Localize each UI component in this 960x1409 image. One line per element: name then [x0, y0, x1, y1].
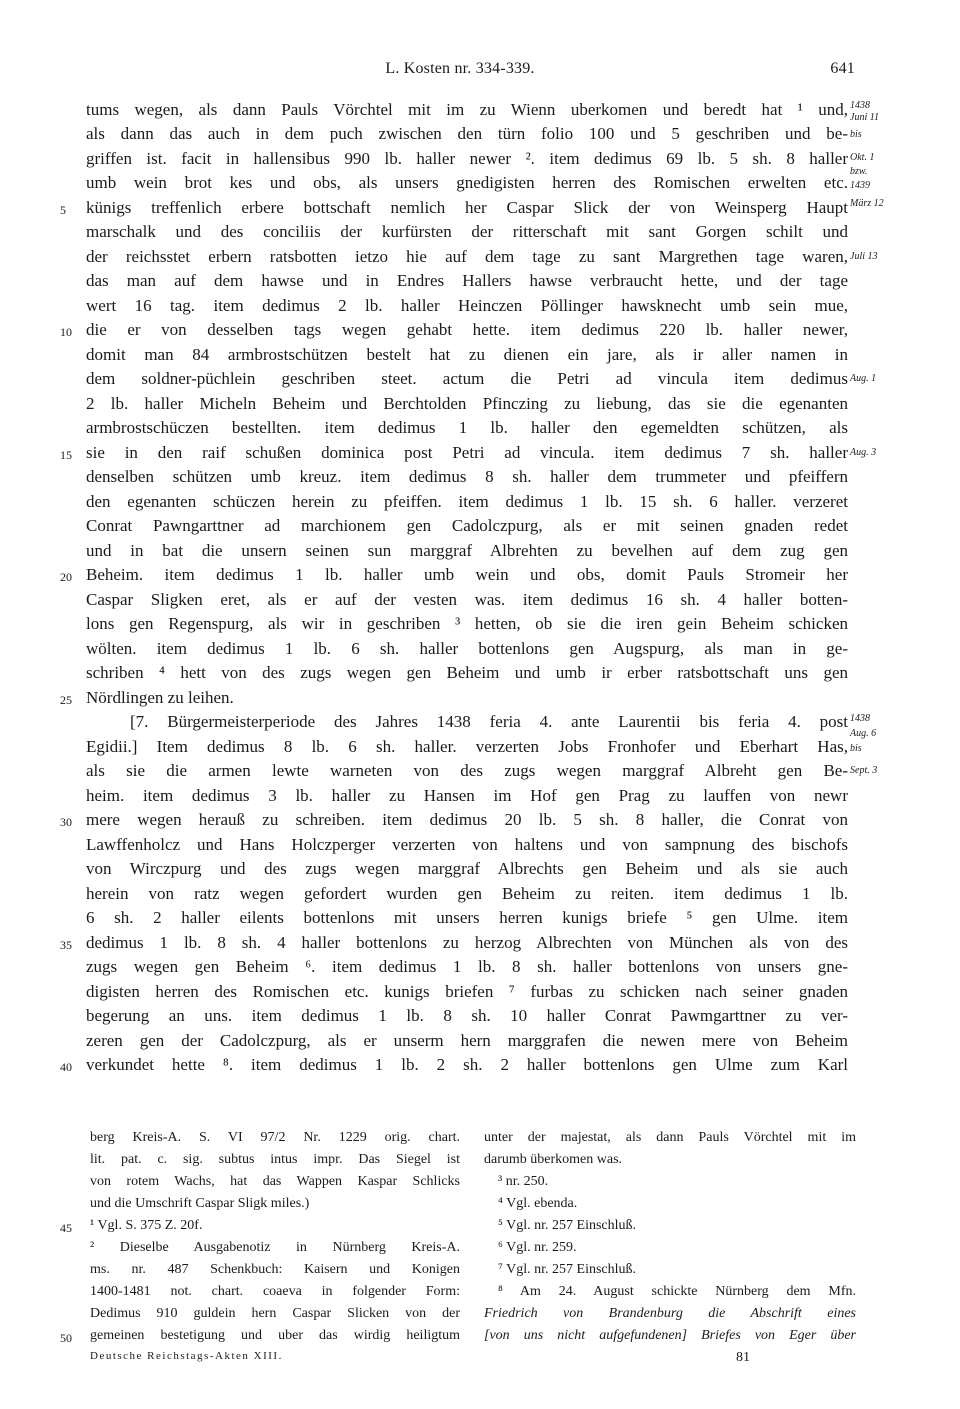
- margin-date: bis: [850, 129, 862, 140]
- line-number: 15: [60, 448, 72, 462]
- text-line: denselben schützen umb kreuz. item dedimus 8 sh. haller dem trummeter und pfeiffern: [86, 467, 848, 486]
- text-line: Caspar Sligken eret, als er auf der vesten was. item dedimus 16 sh. 4 haller botten-: [86, 590, 848, 609]
- footnote-line: ⁶ Vgl. nr. 259.: [498, 1240, 577, 1255]
- footnote-line: ⁵ Vgl. nr. 257 Einschluß.: [498, 1218, 637, 1233]
- margin-date: Aug. 1: [850, 373, 877, 384]
- text-line: verkundet hette ⁸. item dedimus 1 lb. 2 sh. 2 haller bottenlons gen Ulme zum Karl: [86, 1055, 848, 1074]
- text-line: sie in den raif schußen dominica post Petri ad vincula. item dedimus 7 sh. haller: [86, 443, 848, 462]
- printer-signature: Deutsche Reichstags-Akten XIII.: [90, 1350, 283, 1362]
- margin-date: 1439: [850, 180, 870, 191]
- text-line: mere wegen herauß zu schreiben. item dedimus 20 lb. 5 sh. 8 haller, die Conrat von: [86, 810, 848, 829]
- footnote-line: ms. nr. 487 Schenkbuch: Kaisern und Konigen: [90, 1262, 460, 1277]
- text-line: digisten herren des Romischen etc. kunigs briefen ⁷ furbas zu schicken nach seiner gnaden: [86, 982, 848, 1001]
- footnote-line: unter der majestat, als dann Pauls Vörchtel mit im: [484, 1130, 856, 1145]
- margin-date: Aug. 3: [850, 447, 877, 458]
- margin-date: Juni 11: [850, 112, 879, 123]
- footnote-line: ⁷ Vgl. nr. 257 Einschluß.: [498, 1262, 637, 1277]
- footnote-line: 1400-1481 not. chart. coaeva in folgender Form:: [90, 1284, 460, 1299]
- footnote-line: Dedimus 910 guldein hern Caspar Slicken von der: [90, 1306, 460, 1321]
- footnote-line: ⁸ Am 24. August schickte Nürnberg dem Mfn.: [498, 1284, 856, 1299]
- text-line: von Wirczpurg und des zugs wegen marggraf Albrechts gen Beheim und als sie auch: [86, 859, 848, 878]
- text-line: wert 16 tag. item dedimus 2 lb. haller Heinczen Pöllinger hawsknecht umb sein mue,: [86, 296, 848, 315]
- text-line: zeren gen der Cadolczpurg, als er unserm hern marggrafen die newen mere von Beheim: [86, 1031, 848, 1050]
- margin-date: bis: [850, 743, 862, 754]
- text-line: 6 sh. 2 haller eilents bottenlons mit unsers herren kunigs briefe ⁵ gen Ulme. item: [86, 908, 848, 927]
- footnote-line: Friedrich von Brandenburg die Abschrift eines: [484, 1306, 856, 1321]
- footnote-line: darumb überkomen was.: [484, 1152, 623, 1167]
- line-number: 10: [60, 325, 72, 339]
- text-line: 2 lb. haller Micheln Beheim und Berchtolden Pfinczing zu liebung, das sie die egenanten: [86, 394, 848, 413]
- text-line: und in bat die unsern seinen sun marggraf Albrehten zu bevelhen auf dem zug gen: [86, 541, 848, 560]
- footnote-line: berg Kreis-A. S. VI 97/2 Nr. 1229 orig. chart.: [90, 1130, 460, 1145]
- line-number: 25: [60, 693, 72, 707]
- text-line: dedimus 1 lb. 8 sh. 4 haller bottenlons zu herzog Albrechten von München als von des: [86, 933, 848, 952]
- line-number: 30: [60, 815, 72, 829]
- footnote-line: ² Dieselbe Ausgabenotiz in Nürnberg Kreis-A.: [90, 1240, 460, 1255]
- margin-date: 1438: [850, 713, 870, 724]
- text-line: armbrostschüczen bestellten. item dedimus 1 lb. haller den egemeldten schützen, als: [86, 418, 848, 437]
- footnote-line-number: 45: [60, 1221, 72, 1235]
- section-heading: [7. Bürgermeisterperiode des Jahres 1438 feria 4. ante Laurentii bis feria 4. post: [130, 712, 848, 731]
- text-line: den egenanten schüczen herein zu pfeiffen. item dedimus 1 lb. 15 sh. 6 haller. verzeret: [86, 492, 848, 511]
- text-line: als dann das auch in dem puch zwischen den türn folio 100 und 5 geschriben und be-: [86, 124, 848, 143]
- footnote-line: lit. pat. c. sig. subtus intus impr. Das Siegel ist: [90, 1152, 460, 1167]
- text-line: der reichsstet erbern ratsbotten ietzo hie auf dem tage zu sant Margrethen tage waren,: [86, 247, 848, 266]
- text-line: Lawffenholcz und Hans Holczperger verzerten von haltens und von sampnung des bischofs: [86, 835, 848, 854]
- footnote-line: [von uns nicht aufgefundenen] Briefes von Eger über: [484, 1328, 856, 1343]
- margin-date: Juli 13: [850, 251, 878, 262]
- page-number: 641: [830, 60, 855, 77]
- line-number: 20: [60, 570, 72, 584]
- margin-date: Aug. 6: [850, 728, 877, 739]
- footnote-line: ³ nr. 250.: [498, 1174, 549, 1189]
- text-line: heim. item dedimus 3 lb. haller zu Hansen im Hof gen Prag zu lauffen von newr: [86, 786, 848, 805]
- text-line: die er von desselben tags wegen gehabt hette. item dedimus 220 lb. haller newer,: [86, 320, 848, 339]
- text-line: schriben ⁴ hett von des zugs wegen gen Beheim und umb ir erber ratsbottschaft uns gen: [86, 663, 848, 682]
- text-line: dem soldner-püchlein geschriben steet. actum die Petri ad vincula item dedimus: [86, 369, 848, 388]
- text-line: Egidii.] Item dedimus 8 lb. 6 sh. haller. verzerten Jobs Fronhofer und Eberhart Has,: [86, 737, 848, 756]
- line-number: 35: [60, 938, 72, 952]
- footnote-line-number: 50: [60, 1331, 72, 1345]
- text-line: wölten. item dedimus 1 lb. 6 sh. haller bottenlons gen Augspurg, als man in ge-: [86, 639, 848, 658]
- margin-date: Okt. 1: [850, 152, 875, 163]
- text-line: umb wein brot kes und obs, als unsers gnedigisten herren des Romischen erwelten etc.: [86, 173, 848, 192]
- text-line: domit man 84 armbrostschützen bestelt hat zu dienen ein jare, als ir aller namen in: [86, 345, 848, 364]
- margin-date: März 12: [850, 198, 884, 209]
- text-line: marschalk und des conciliis der kurfürsten der ritterschaft mit sant Gorgen schilt und: [86, 222, 848, 241]
- margin-date: Sept. 3: [850, 765, 878, 776]
- margin-date: 1438: [850, 100, 870, 111]
- line-number: 40: [60, 1060, 72, 1074]
- footnote-line: und die Umschrift Caspar Sligk miles.): [90, 1196, 310, 1211]
- text-line: lons gen Regenspurg, als wir in geschriben ³ hetten, ob sie die iren gein Beheim schicken: [86, 614, 848, 633]
- text-line: herein von ratz wegen gefordert wurden gen Beheim zu reiten. item dedimus 1 lb.: [86, 884, 848, 903]
- text-line: griffen ist. facit in hallensibus 990 lb. haller newer ². item dedimus 69 lb. 5 sh. 8 haller: [86, 149, 848, 168]
- text-line: tums wegen, als dann Pauls Vörchtel mit im zu Wienn uberkomen und beredt hat ¹ und,: [86, 100, 848, 119]
- footnote-line: ⁴ Vgl. ebenda.: [498, 1196, 578, 1211]
- text-line: künigs treffenlich erbere bottschaft nemlich her Caspar Slick der von Weinsperg Haupt: [86, 198, 848, 217]
- text-line: Beheim. item dedimus 1 lb. haller umb wein und obs, domit Pauls Stromeir her: [86, 565, 848, 584]
- sheet-number: 81: [736, 1350, 750, 1365]
- text-line: Nördlingen zu leihen.: [86, 688, 234, 707]
- running-header: L. Kosten nr. 334-339.: [385, 60, 535, 77]
- text-line: begerung an uns. item dedimus 1 lb. 8 sh. 10 haller Conrat Pawmgarttner zu ver-: [86, 1006, 848, 1025]
- footnote-line: gemeinen bestetigung und uber das wirdig heiligtum: [90, 1328, 460, 1343]
- text-line: als sie die armen lewte warneten von des zugs wegen marggraf Albreht gen Be-: [86, 761, 848, 780]
- text-line: Conrat Pawngarttner ad marchionem gen Cadolczpurg, als er mit seinen gnaden redet: [86, 516, 848, 535]
- margin-date: bzw.: [850, 166, 868, 177]
- footnote-line: ¹ Vgl. S. 375 Z. 20f.: [90, 1218, 203, 1233]
- text-line: das man auf dem hawse und in Endres Hallers hawse verbraucht hette, und der tage: [86, 271, 848, 290]
- line-number: 5: [60, 203, 66, 217]
- footnote-line: von rotem Wachs, hat das Wappen Kaspar Schlicks: [90, 1174, 460, 1189]
- text-line: zugs wegen gen Beheim ⁶. item dedimus 1 lb. 8 sh. haller bottenlons von unsers gne-: [86, 957, 848, 976]
